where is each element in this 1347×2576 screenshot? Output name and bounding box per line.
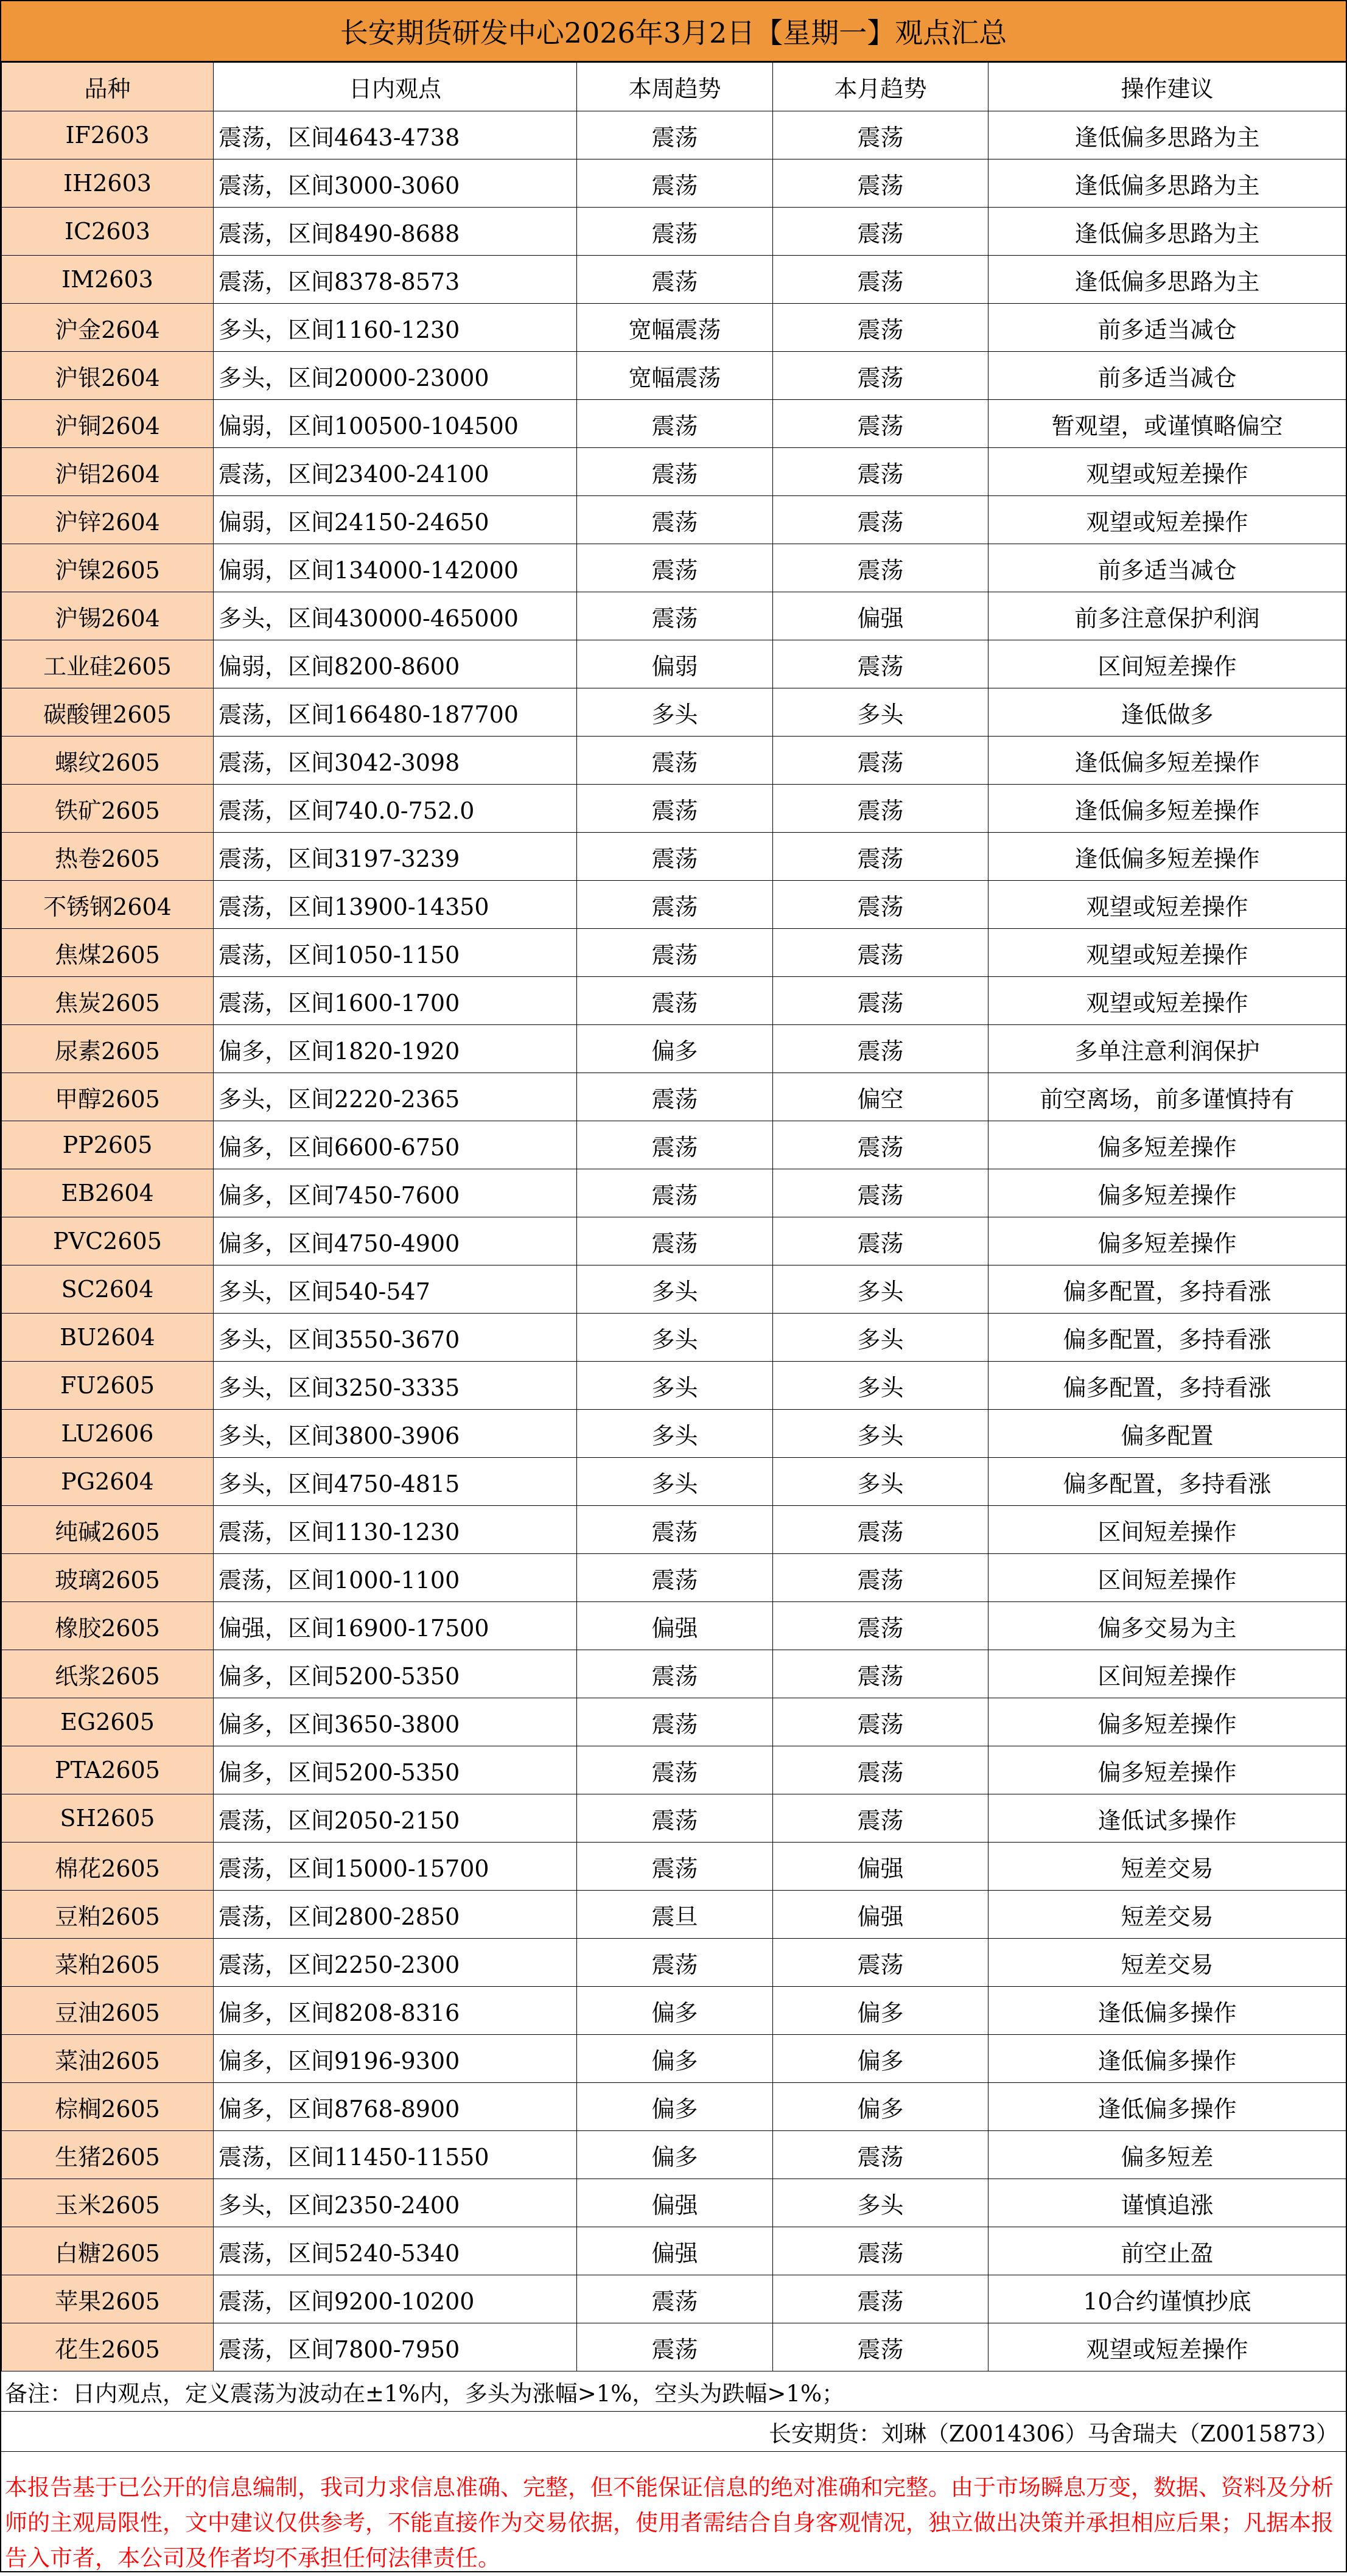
cell-week-trend: 震荡 [577,2323,773,2371]
cell-month-trend: 多头 [773,1410,988,1458]
cell-advice: 偏多配置，多持看涨 [988,1314,1346,1362]
cell-advice: 10合约谨慎抄底 [988,2275,1346,2323]
cell-week-trend: 多头 [577,1314,773,1362]
table-body [2,111,1346,2371]
cell-advice: 偏多短差操作 [988,1746,1346,1794]
cell-intraday: 偏弱，区间24150-24650 [214,496,577,544]
page-title: 长安期货研发中心2026年3月2日【星期一】观点汇总 [340,16,1007,49]
cell-variety: 工业硅2605 [2,640,214,688]
cell-month-trend: 震荡 [773,977,988,1025]
cell-week-trend: 震荡 [577,929,773,977]
cell-advice: 谨慎追涨 [988,2179,1346,2227]
cell-advice: 偏多配置，多持看涨 [988,1458,1346,1506]
table-row [2,929,1346,977]
table-row [2,1410,1346,1458]
table-row [2,304,1346,352]
cell-advice: 短差交易 [988,1891,1346,1939]
cell-intraday: 震荡，区间3197-3239 [214,833,577,881]
col-header-month: 本月趋势 [773,63,988,111]
table-row [2,1794,1346,1843]
cell-advice: 偏多短差 [988,2131,1346,2179]
cell-month-trend: 震荡 [773,208,988,256]
cell-intraday: 震荡，区间15000-15700 [214,1843,577,1891]
cell-week-trend: 震荡 [577,544,773,592]
cell-intraday: 多头，区间2350-2400 [214,2179,577,2227]
cell-advice: 逢低偏多操作 [988,2083,1346,2131]
table-row [2,1554,1346,1602]
cell-advice: 观望或短差操作 [988,496,1346,544]
cell-variety: IF2603 [2,111,214,159]
table-row [2,352,1346,400]
table-row [2,688,1346,737]
cell-intraday: 震荡，区间2800-2850 [214,1891,577,1939]
cell-week-trend: 震旦 [577,1891,773,1939]
cell-intraday: 多头，区间2220-2365 [214,1073,577,1121]
cell-variety: 不锈钢2604 [2,881,214,929]
col-header-week: 本周趋势 [577,63,773,111]
cell-month-trend: 震荡 [773,1698,988,1746]
cell-variety: 沪铝2604 [2,448,214,496]
cell-week-trend: 震荡 [577,2275,773,2323]
cell-month-trend: 震荡 [773,1506,988,1554]
cell-month-trend: 震荡 [773,111,988,159]
table-row [2,833,1346,881]
cell-intraday: 偏强，区间16900-17500 [214,1602,577,1650]
cell-variety: PTA2605 [2,1746,214,1794]
cell-variety: BU2604 [2,1314,214,1362]
table-row [2,2227,1346,2275]
cell-advice: 逢低偏多思路为主 [988,256,1346,304]
cell-month-trend: 震荡 [773,929,988,977]
cell-advice: 区间短差操作 [988,1554,1346,1602]
table-row [2,977,1346,1025]
table-row [2,256,1346,304]
table-row [2,592,1346,640]
table-row [2,1650,1346,1698]
cell-intraday: 偏多，区间8208-8316 [214,1987,577,2035]
cell-month-trend: 震荡 [773,1794,988,1843]
cell-month-trend: 震荡 [773,1939,988,1987]
cell-intraday: 震荡，区间8490-8688 [214,208,577,256]
cell-advice: 逢低偏多短差操作 [988,785,1346,833]
cell-variety: 沪锌2604 [2,496,214,544]
cell-intraday: 偏多，区间5200-5350 [214,1746,577,1794]
table-row [2,1025,1346,1073]
cell-month-trend: 多头 [773,1314,988,1362]
cell-variety: 花生2605 [2,2323,214,2371]
cell-advice: 前多适当减仓 [988,352,1346,400]
cell-variety: 纸浆2605 [2,1650,214,1698]
cell-advice: 逢低偏多思路为主 [988,111,1346,159]
cell-variety: 菜粕2605 [2,1939,214,1987]
table-row [2,2179,1346,2227]
table-row [2,2323,1346,2371]
cell-intraday: 多头，区间430000-465000 [214,592,577,640]
cell-advice: 前多适当减仓 [988,544,1346,592]
cell-week-trend: 震荡 [577,977,773,1025]
cell-intraday: 偏多，区间4750-4900 [214,1217,577,1265]
cell-advice: 短差交易 [988,1939,1346,1987]
cell-week-trend: 震荡 [577,400,773,448]
cell-intraday: 多头，区间3550-3670 [214,1314,577,1362]
cell-advice: 区间短差操作 [988,1506,1346,1554]
table-row [2,785,1346,833]
cell-week-trend: 偏多 [577,2083,773,2131]
table-row [2,1939,1346,1987]
table-row [2,1073,1346,1121]
cell-month-trend: 多头 [773,688,988,737]
cell-week-trend: 偏强 [577,2227,773,2275]
analyst-credits: 长安期货：刘琳（Z0014306）马舍瑞夫（Z0015873） [1,2412,1346,2452]
cell-variety: 沪金2604 [2,304,214,352]
cell-intraday: 震荡，区间1050-1150 [214,929,577,977]
cell-week-trend: 震荡 [577,1843,773,1891]
cell-intraday: 震荡，区间1600-1700 [214,977,577,1025]
cell-month-trend: 多头 [773,1458,988,1506]
table-row [2,2035,1346,2083]
cell-variety: PP2605 [2,1121,214,1169]
cell-variety: EG2605 [2,1698,214,1746]
cell-week-trend: 震荡 [577,111,773,159]
footnote: 备注：日内观点，定义震荡为波动在±1%内，多头为涨幅>1%，空头为跌幅>1%； [1,2371,1346,2412]
cell-intraday: 震荡，区间3000-3060 [214,159,577,208]
cell-advice: 暂观望，或谨慎略偏空 [988,400,1346,448]
cell-variety: 焦炭2605 [2,977,214,1025]
cell-month-trend: 震荡 [773,159,988,208]
cell-month-trend: 震荡 [773,2227,988,2275]
cell-variety: 棉花2605 [2,1843,214,1891]
table-row [2,448,1346,496]
cell-week-trend: 多头 [577,688,773,737]
cell-variety: 螺纹2605 [2,737,214,785]
cell-week-trend: 震荡 [577,1650,773,1698]
cell-week-trend: 偏强 [577,1602,773,1650]
cell-variety: 沪银2604 [2,352,214,400]
cell-intraday: 多头，区间3800-3906 [214,1410,577,1458]
cell-variety: IC2603 [2,208,214,256]
cell-variety: 棕榈2605 [2,2083,214,2131]
cell-week-trend: 震荡 [577,1217,773,1265]
cell-advice: 前空离场，前多谨慎持有 [988,1073,1346,1121]
col-header-advice: 操作建议 [988,63,1346,111]
cell-week-trend: 震荡 [577,256,773,304]
cell-intraday: 震荡，区间23400-24100 [214,448,577,496]
cell-variety: 铁矿2605 [2,785,214,833]
cell-advice: 逢低偏多短差操作 [988,833,1346,881]
cell-month-trend: 震荡 [773,881,988,929]
cell-week-trend: 宽幅震荡 [577,304,773,352]
cell-intraday: 偏多，区间5200-5350 [214,1650,577,1698]
cell-advice: 逢低偏多短差操作 [988,737,1346,785]
table-row [2,1169,1346,1217]
cell-month-trend: 震荡 [773,1650,988,1698]
cell-advice: 短差交易 [988,1843,1346,1891]
cell-variety: FU2605 [2,1362,214,1410]
cell-advice: 逢低偏多操作 [988,1987,1346,2035]
table-row [2,1506,1346,1554]
cell-intraday: 偏弱，区间134000-142000 [214,544,577,592]
cell-week-trend: 多头 [577,1265,773,1314]
cell-month-trend: 震荡 [773,1602,988,1650]
cell-month-trend: 震荡 [773,640,988,688]
cell-week-trend: 宽幅震荡 [577,352,773,400]
cell-variety: 生猪2605 [2,2131,214,2179]
cell-advice: 偏多配置，多持看涨 [988,1362,1346,1410]
cell-advice: 观望或短差操作 [988,929,1346,977]
cell-advice: 偏多短差操作 [988,1217,1346,1265]
cell-intraday: 多头，区间20000-23000 [214,352,577,400]
cell-intraday: 震荡，区间1130-1230 [214,1506,577,1554]
table-row [2,1362,1346,1410]
cell-intraday: 多头，区间3250-3335 [214,1362,577,1410]
cell-intraday: 震荡，区间5240-5340 [214,2227,577,2275]
cell-variety: 甲醇2605 [2,1073,214,1121]
cell-month-trend: 震荡 [773,1554,988,1602]
cell-variety: IM2603 [2,256,214,304]
cell-intraday: 震荡，区间8378-8573 [214,256,577,304]
table-row [2,1217,1346,1265]
cell-week-trend: 偏多 [577,2035,773,2083]
cell-intraday: 偏多，区间1820-1920 [214,1025,577,1073]
cell-variety: 沪镍2605 [2,544,214,592]
cell-month-trend: 多头 [773,1362,988,1410]
cell-week-trend: 震荡 [577,1506,773,1554]
cell-variety: 苹果2605 [2,2275,214,2323]
cell-month-trend: 震荡 [773,448,988,496]
cell-intraday: 震荡，区间166480-187700 [214,688,577,737]
cell-month-trend: 震荡 [773,2323,988,2371]
cell-month-trend: 震荡 [773,304,988,352]
cell-week-trend: 震荡 [577,1073,773,1121]
views-table [1,62,1346,2371]
cell-week-trend: 震荡 [577,496,773,544]
cell-variety: 碳酸锂2605 [2,688,214,737]
cell-intraday: 多头，区间540-547 [214,1265,577,1314]
cell-intraday: 偏多，区间8768-8900 [214,2083,577,2131]
cell-intraday: 震荡，区间4643-4738 [214,111,577,159]
cell-intraday: 震荡，区间2250-2300 [214,1939,577,1987]
cell-advice: 逢低做多 [988,688,1346,737]
cell-week-trend: 震荡 [577,1121,773,1169]
cell-month-trend: 震荡 [773,833,988,881]
table-row [2,400,1346,448]
cell-week-trend: 震荡 [577,1698,773,1746]
cell-week-trend: 震荡 [577,448,773,496]
cell-variety: 纯碱2605 [2,1506,214,1554]
table-row [2,1891,1346,1939]
cell-week-trend: 震荡 [577,1746,773,1794]
table-row [2,881,1346,929]
cell-week-trend: 震荡 [577,159,773,208]
cell-advice: 观望或短差操作 [988,2323,1346,2371]
table-row [2,1843,1346,1891]
cell-week-trend: 震荡 [577,785,773,833]
cell-intraday: 震荡，区间7800-7950 [214,2323,577,2371]
table-row [2,640,1346,688]
cell-month-trend: 震荡 [773,400,988,448]
cell-advice: 前多注意保护利润 [988,592,1346,640]
cell-variety: LU2606 [2,1410,214,1458]
cell-intraday: 偏弱，区间100500-104500 [214,400,577,448]
cell-advice: 前多适当减仓 [988,304,1346,352]
cell-month-trend: 偏空 [773,1073,988,1121]
cell-week-trend: 偏多 [577,1987,773,2035]
cell-intraday: 震荡，区间3042-3098 [214,737,577,785]
cell-month-trend: 偏强 [773,592,988,640]
table-row [2,737,1346,785]
cell-month-trend: 震荡 [773,496,988,544]
cell-month-trend: 震荡 [773,1025,988,1073]
table-row [2,1602,1346,1650]
cell-week-trend: 偏强 [577,2179,773,2227]
cell-intraday: 震荡，区间740.0-752.0 [214,785,577,833]
cell-month-trend: 震荡 [773,2275,988,2323]
cell-week-trend: 震荡 [577,592,773,640]
col-header-intraday: 日内观点 [214,63,577,111]
cell-advice: 观望或短差操作 [988,881,1346,929]
cell-advice: 逢低偏多思路为主 [988,208,1346,256]
cell-advice: 逢低试多操作 [988,1794,1346,1843]
cell-intraday: 多头，区间1160-1230 [214,304,577,352]
cell-month-trend: 震荡 [773,1121,988,1169]
cell-month-trend: 震荡 [773,2131,988,2179]
cell-advice: 逢低偏多思路为主 [988,159,1346,208]
cell-week-trend: 震荡 [577,833,773,881]
cell-variety: 沪铜2604 [2,400,214,448]
cell-variety: 焦煤2605 [2,929,214,977]
cell-advice: 偏多交易为主 [988,1602,1346,1650]
cell-month-trend: 震荡 [773,1746,988,1794]
cell-advice: 区间短差操作 [988,1650,1346,1698]
cell-variety: 玉米2605 [2,2179,214,2227]
cell-variety: IH2603 [2,159,214,208]
cell-month-trend: 震荡 [773,256,988,304]
cell-variety: SC2604 [2,1265,214,1314]
cell-variety: 豆粕2605 [2,1891,214,1939]
cell-week-trend: 偏多 [577,1025,773,1073]
cell-advice: 偏多短差操作 [988,1121,1346,1169]
cell-week-trend: 多头 [577,1362,773,1410]
cell-week-trend: 震荡 [577,1794,773,1843]
table-row [2,1265,1346,1314]
cell-month-trend: 多头 [773,1265,988,1314]
cell-variety: 豆油2605 [2,1987,214,2035]
cell-intraday: 偏多，区间3650-3800 [214,1698,577,1746]
cell-week-trend: 震荡 [577,1554,773,1602]
cell-variety: SH2605 [2,1794,214,1843]
cell-month-trend: 震荡 [773,1169,988,1217]
cell-month-trend: 偏多 [773,2083,988,2131]
cell-intraday: 偏多，区间9196-9300 [214,2035,577,2083]
disclaimer: 本报告基于已公开的信息编制，我司力求信息准确、完整，但不能保证信息的绝对准确和完整。由于市场瞬息万变，数据、资料及分析师的主观局限性，文中建议仅供参考，不能直接作为交易依据，使用者需结合自身客观情况，独立做出决策并承担相应后果；凡据本报告入市者，本公司及作者均不承担任何法律责任。 [5,2474,1334,2571]
cell-advice: 前空止盈 [988,2227,1346,2275]
cell-variety: 热卷2605 [2,833,214,881]
cell-week-trend: 震荡 [577,881,773,929]
cell-month-trend: 震荡 [773,352,988,400]
table-row [2,1746,1346,1794]
cell-variety: 橡胶2605 [2,1602,214,1650]
table-row [2,2275,1346,2323]
cell-month-trend: 偏强 [773,1843,988,1891]
cell-advice: 观望或短差操作 [988,448,1346,496]
cell-intraday: 偏多，区间7450-7600 [214,1169,577,1217]
cell-week-trend: 震荡 [577,1939,773,1987]
cell-advice: 偏多短差操作 [988,1169,1346,1217]
cell-advice: 偏多短差操作 [988,1698,1346,1746]
cell-intraday: 震荡，区间9200-10200 [214,2275,577,2323]
cell-intraday: 震荡，区间1000-1100 [214,1554,577,1602]
cell-week-trend: 偏弱 [577,640,773,688]
cell-intraday: 偏弱，区间8200-8600 [214,640,577,688]
cell-intraday: 偏多，区间6600-6750 [214,1121,577,1169]
table-row [2,1458,1346,1506]
cell-variety: 尿素2605 [2,1025,214,1073]
cell-week-trend: 震荡 [577,1169,773,1217]
table-row [2,1314,1346,1362]
cell-month-trend: 震荡 [773,544,988,592]
cell-variety: PG2604 [2,1458,214,1506]
cell-month-trend: 震荡 [773,785,988,833]
cell-variety: 白糖2605 [2,2227,214,2275]
table-row [2,1987,1346,2035]
cell-week-trend: 多头 [577,1410,773,1458]
table-row [2,111,1346,159]
cell-advice: 观望或短差操作 [988,977,1346,1025]
cell-week-trend: 震荡 [577,737,773,785]
table-row [2,544,1346,592]
cell-advice: 多单注意利润保护 [988,1025,1346,1073]
table-row [2,1698,1346,1746]
cell-intraday: 多头，区间4750-4815 [214,1458,577,1506]
table-header-row [2,63,1346,111]
table-row [2,2131,1346,2179]
cell-variety: 沪锡2604 [2,592,214,640]
col-header-variety: 品种 [2,63,214,111]
cell-month-trend: 震荡 [773,1217,988,1265]
cell-month-trend: 震荡 [773,737,988,785]
cell-intraday: 震荡，区间13900-14350 [214,881,577,929]
cell-variety: 玻璃2605 [2,1554,214,1602]
cell-week-trend: 多头 [577,1458,773,1506]
cell-advice: 逢低偏多操作 [988,2035,1346,2083]
table-row [2,496,1346,544]
table-row [2,1121,1346,1169]
cell-week-trend: 震荡 [577,208,773,256]
cell-advice: 区间短差操作 [988,640,1346,688]
cell-month-trend: 偏多 [773,1987,988,2035]
cell-intraday: 震荡，区间2050-2150 [214,1794,577,1843]
title-bar [1,1,1346,62]
cell-month-trend: 偏强 [773,1891,988,1939]
cell-variety: 菜油2605 [2,2035,214,2083]
cell-variety: PVC2605 [2,1217,214,1265]
table-row [2,159,1346,208]
cell-variety: EB2604 [2,1169,214,1217]
cell-advice: 偏多配置 [988,1410,1346,1458]
cell-advice: 偏多配置，多持看涨 [988,1265,1346,1314]
cell-intraday: 震荡，区间11450-11550 [214,2131,577,2179]
cell-month-trend: 偏多 [773,2035,988,2083]
cell-week-trend: 偏多 [577,2131,773,2179]
cell-month-trend: 多头 [773,2179,988,2227]
table-row [2,208,1346,256]
table-row [2,2083,1346,2131]
